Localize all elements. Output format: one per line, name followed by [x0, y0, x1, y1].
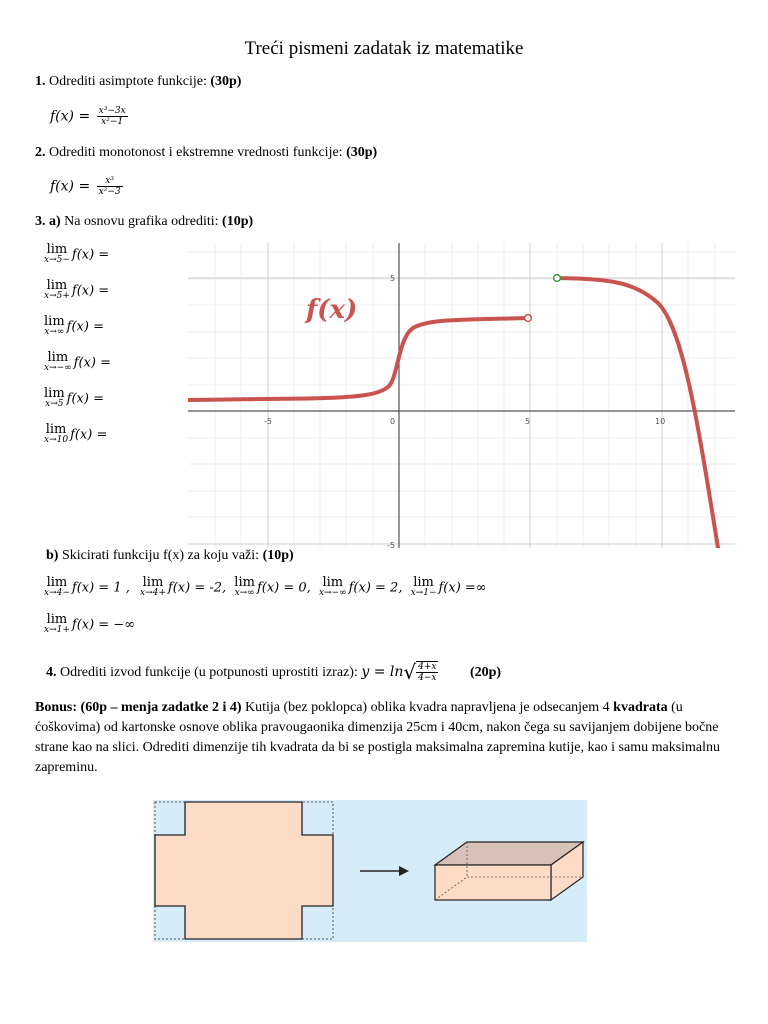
- page-title: Treći pismeni zadatak iz matematike: [244, 38, 524, 59]
- axes: [188, 243, 735, 548]
- limit-expression: f(x) =: [66, 391, 104, 407]
- task-4-text: Odrediti izvod funkcije (u potpunosti uprostiti izraz):: [60, 665, 358, 680]
- bonus-text-1: Kutija (bez poklopca) oblika kvadra napravljena je odsecanjem 4: [241, 700, 614, 715]
- limit-item: lim x→1+ f(x) = −∞: [44, 612, 136, 635]
- task-3b-number: b): [46, 548, 59, 563]
- x-tick-label: 0: [390, 417, 396, 426]
- limit-expression: f(x) =: [73, 355, 111, 371]
- limit-expression: f(x) = -2,: [167, 580, 227, 596]
- limit-subscript: x→−∞: [318, 588, 347, 598]
- task-1-lhs: f(x) =: [50, 108, 91, 125]
- limit-subscript: x→1−: [410, 588, 437, 598]
- task-1-denominator: x²−1: [101, 117, 124, 127]
- graph-label: f(x): [306, 295, 358, 325]
- minor-grid: [188, 243, 735, 548]
- limit-expression: f(x) =: [71, 283, 110, 299]
- task-2-heading: [35, 145, 377, 161]
- curve-right: [557, 278, 718, 548]
- task-4-number: 4.: [46, 665, 57, 680]
- limit-expression: f(x) =: [66, 319, 104, 335]
- task-4-denominator: 4−x: [418, 673, 437, 683]
- task-3a-text: Na osnovu grafika odrediti:: [64, 214, 219, 229]
- limit-item: lim x→5+ f(x) =: [44, 278, 110, 301]
- y-tick-label: 5: [390, 274, 396, 283]
- curve-left: [188, 318, 528, 400]
- limit-item: lim x→−∞ f(x) =: [44, 350, 111, 373]
- limit-subscript: x→4−: [44, 588, 70, 598]
- major-grid: [188, 243, 735, 548]
- bonus-text-2: (u ćoškovima) od kartonske osnove oblika pravougaonika dimenzija 25cm i 40cm, nakon čega su savijanjem dobijene bočne strane kao na slici. Odrediti dimenzije tih kvadrata da bi se postigla maksimalna zapremina kutije, kao i samu maksimalnu zapreminu.: [35, 700, 721, 775]
- task-4-heading: [46, 660, 501, 684]
- bonus-paragraph: [35, 698, 735, 778]
- limit-item: lim x→∞ f(x) =: [44, 314, 104, 337]
- limit-subscript: x→∞: [234, 588, 255, 598]
- bonus-bold-word: kvadrata: [613, 700, 668, 715]
- limit-expression: f(x) =: [71, 247, 110, 263]
- limit-subscript: x→∞: [44, 327, 65, 337]
- open-endpoint-marker: [525, 315, 532, 322]
- open-endpoint-marker: [554, 275, 561, 282]
- limit-expression: f(x) =: [70, 427, 108, 443]
- task-1-formula: [50, 106, 128, 127]
- task-2-text: Odrediti monotonost i ekstremne vrednosti funkcije:: [49, 145, 343, 160]
- task-2-lhs: f(x) =: [50, 178, 91, 195]
- limit-expression: f(x) = 1 ,: [71, 580, 130, 596]
- limit-expression: f(x) = 2,: [348, 580, 403, 596]
- bonus-label: Bonus:: [35, 700, 78, 715]
- x-tick-label: 5: [525, 417, 531, 426]
- task-3b-heading: [46, 548, 294, 564]
- x-tick-label: 10: [655, 417, 666, 426]
- limit-expression: f(x) = 0,: [256, 580, 311, 596]
- task-3a-number: 3. a): [35, 214, 61, 229]
- box-front-face: [435, 865, 551, 900]
- task-1-text: Odrediti asimptote funkcije:: [49, 74, 207, 89]
- task-4-formula: y = ln√ $\frac{4+x}{4-x}$: [361, 660, 437, 684]
- limit-item: lim x→5− f(x) =: [44, 242, 110, 265]
- limit-expression: f(x) =∞: [438, 580, 487, 596]
- task-1-points: (30p): [210, 74, 242, 89]
- task-3a-points: (10p): [222, 214, 254, 229]
- limit-subscript: x→4+: [140, 588, 166, 598]
- task-2-number: 2.: [35, 145, 46, 160]
- task-4-points: (20p): [469, 665, 502, 680]
- limit-subscript: x→1+: [44, 625, 70, 635]
- limit-subscript: x→5+: [44, 291, 70, 301]
- task-1-number: 1.: [35, 74, 46, 89]
- limit-item: lim x→5 f(x) =: [44, 386, 104, 409]
- box-illustration: [153, 800, 587, 942]
- task-1-numerator: x³−3x: [98, 106, 126, 116]
- x-tick-label: -5: [264, 417, 272, 426]
- task-1-heading: [35, 74, 241, 90]
- limit-item: lim x→10 f(x) =: [44, 422, 108, 445]
- task-3b-text: Skicirati funkciju f(x) za koju važi:: [61, 548, 260, 563]
- task-2-numerator: x³: [97, 176, 123, 187]
- function-graph: [188, 243, 735, 548]
- task-2-points: (30p): [346, 145, 378, 160]
- task-4-numerator: 4+x: [418, 662, 437, 672]
- y-tick-label: -5: [387, 541, 395, 548]
- task-2-formula: [50, 176, 123, 197]
- bonus-points: (60p – menja zadatke 2 i 4): [80, 700, 242, 715]
- task-3b-points: (10p): [262, 548, 294, 563]
- limit-subscript: x→5: [45, 399, 64, 409]
- task-2-denominator: x²−3: [98, 187, 121, 197]
- task-4-formula-prefix: y = ln: [361, 664, 404, 680]
- limit-subscript: x→5−: [44, 255, 70, 265]
- limit-expression: f(x) = −∞: [71, 617, 136, 633]
- limit-subscript: x→−∞: [44, 363, 72, 373]
- task-3a-heading: [35, 214, 253, 230]
- task-3b-conditions: lim x→4− f(x) = 1 , lim x→4+ f(x) = -2, lim x→∞ f(x) = 0, lim x→−∞ f(x) = 2, lim x→1− f(x) =∞: [44, 575, 487, 598]
- limit-subscript: x→10: [44, 435, 69, 445]
